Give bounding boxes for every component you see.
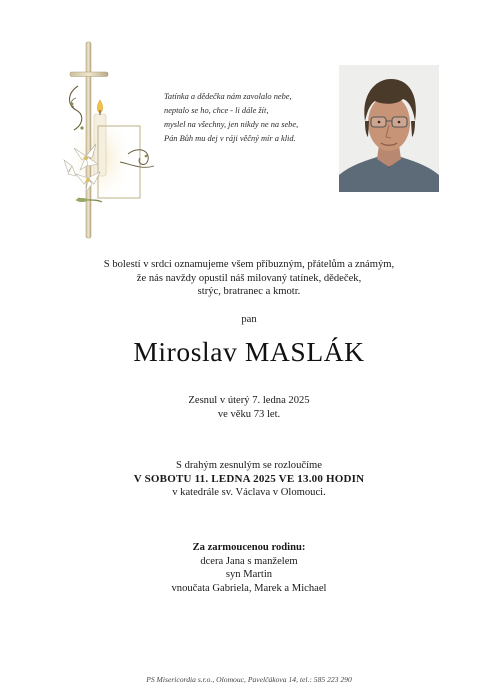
portrait-photo <box>339 65 439 192</box>
age-at-death: ve věku 73 let. <box>217 408 281 420</box>
poem-line: Tatínka a dědečka nám zavolalo nebe, <box>164 92 292 101</box>
funeral-place: v katedrále sv. Václava v Olomouci. <box>172 487 326 499</box>
announcement-line: strýc, bratranec a kmotr. <box>197 286 301 298</box>
funeral-service-footer: PS Misericordia s.r.o., Olomouc, Pavelčákova 14, tel.: 585 223 290 <box>146 675 352 684</box>
family-member: syn Martin <box>225 569 273 581</box>
poem-line: myslel na všechny, jen nikdy ne na sebe, <box>164 119 299 129</box>
poem-line: neptalo se ho, chce - li dále žít, <box>164 105 269 115</box>
family-block <box>0 541 498 596</box>
cross-lily-candle-icon <box>58 38 158 244</box>
poem <box>164 90 334 146</box>
deceased-name: Miroslav MASLÁK <box>133 336 365 367</box>
name-prefix: pan <box>241 314 257 325</box>
poem-line: Pán Bůh mu dej v ráji věčný mír a klid. <box>164 133 296 143</box>
family-member: vnoučata Gabriela, Marek a Michael <box>171 583 327 595</box>
announcement-line: že nás navždy opustil náš milovaný tatínek, dědeček, <box>136 272 362 284</box>
death-date: Zesnul v úterý 7. ledna 2025 <box>188 395 310 406</box>
family-member: dcera Jana s manželem <box>200 555 298 567</box>
announcement-line: S bolestí v srdci oznamujeme všem příbuzným, přátelům a známým, <box>103 259 395 270</box>
death-info <box>0 394 498 421</box>
funeral-datetime: V SOBOTU 11. LEDNA 2025 VE 13.00 HODIN <box>133 472 365 485</box>
family-heading: Za zarmoucenou rodinu: <box>192 542 306 553</box>
funeral-info <box>0 459 498 500</box>
announcement-text <box>0 258 498 299</box>
funeral-intro: S drahým zesnulým se rozloučíme <box>176 460 322 471</box>
